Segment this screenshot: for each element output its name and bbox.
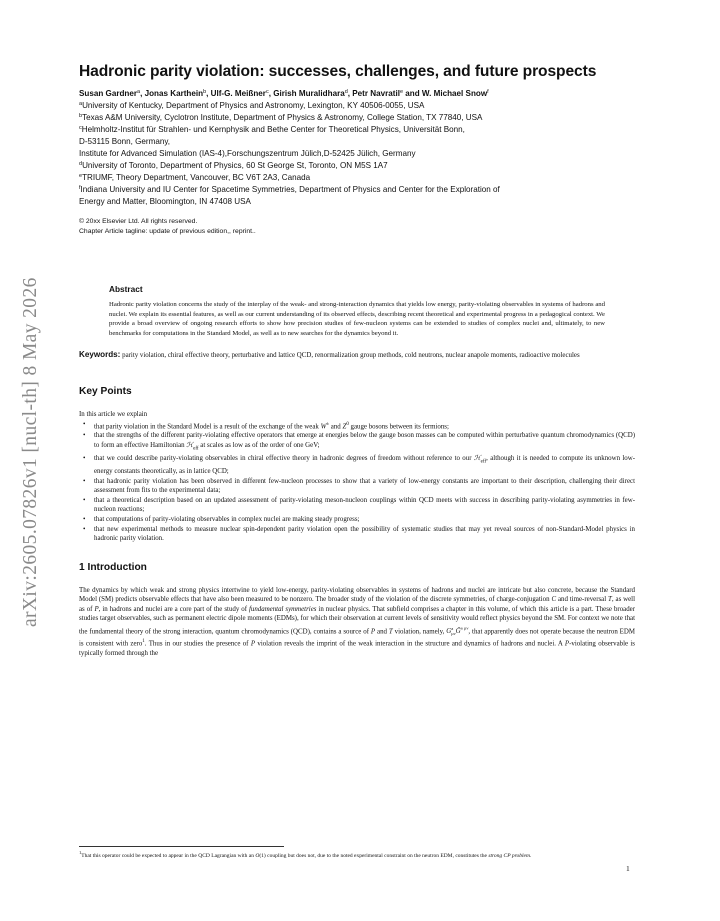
author: Susan Gardner$^a$, xyxy=(79,89,145,98)
gluon-operator: G a μν G̃$^{a \mu\nu}$ xyxy=(446,625,469,636)
affiliation: Energy and Matter, Bloomington, IN 47408 USA xyxy=(79,197,251,206)
abstract-section xyxy=(109,284,605,338)
abstract-text: Hadronic parity violation concerns the study of the interplay of the weak- and strong-interaction dynamics that yields low energy, parity-violating observables in systems of hadrons and nuclei. We explain its essential features, as well as our current understanding of its observed effects, describing recent theoretical and experimental progress in a pedagogical context. We provide a broad overview of ongoing research efforts to show how precision studies of few-nucleon systems can be extended to studies of complex nuclei and, ultimately, to new benchmarks for computations in the Standard Model, as well as to new searches for the dynamics beyond it. xyxy=(109,301,605,337)
paper-page xyxy=(79,62,635,658)
key-point-item: • that a theoretical description based on an updated assessment of parity-violating meson-nucleon couplings within QCD meets with success in describing parity-violating asymmetries in few-nucleon reactions; xyxy=(83,496,635,514)
affiliation: $^e$TRIUMF, Theory Department, Vancouver, BC V6T 2A3, Canada xyxy=(79,173,311,182)
bullet-icon: • xyxy=(83,455,86,463)
key-point-item: • that new experimental methods to measure nuclear spin-dependent parity violation open the possibility of systematic studies that may yet reveal sources of non-Standard-Model physics in hadronic parity violation. xyxy=(83,525,635,543)
footnote: $^1$That this operator could be expected to appear in the QCD Lagrangian with an O(1) coupling but does not, due to the noted experimental constraint on the neutron EDM, constitutes the strong CP problem. xyxy=(79,850,532,859)
chapter-tagline: Chapter Article tagline: update of previous edition,, reprint.. xyxy=(79,228,256,235)
affiliation: $^c$Helmholtz-Institut für Strahlen- und Kernphysik and Bethe Center for Theoretical Physics, Universität Bonn, xyxy=(79,125,465,134)
key-points-intro: In this article we explain xyxy=(79,410,148,418)
author: Jonas Karthein$^b$, xyxy=(144,89,211,98)
copyright-notice: © 20xx Elsevier Ltd. All rights reserved. xyxy=(79,218,198,225)
affiliation: D-53115 Bonn, Germany, xyxy=(79,137,171,146)
footnote-divider xyxy=(79,846,284,847)
bullet-icon: • xyxy=(83,525,86,533)
copyright-block xyxy=(79,217,635,237)
bullet-icon: • xyxy=(83,420,86,428)
affiliation: $^a$University of Kentucky, Department of Physics and Astronomy, Lexington, KY 40506-0055, USA xyxy=(79,101,425,110)
bullet-icon: • xyxy=(83,496,86,504)
affiliation: $^b$Texas A&M University, Cyclotron Institute, Department of Physics & Astronomy, College Station, TX 77840, USA xyxy=(79,113,483,122)
author: Girish Muralidhara$^d$, xyxy=(273,89,353,98)
key-point-item: • that the strengths of the different parity-violating effective operators that emerge at energies below the gauge boson masses can be computed within perturbative quantum chromodynamics (QCD) to form an effective Hamiltonian ℋ$_{eff}$ at scales as low as of the order of one GeV; xyxy=(83,432,635,452)
key-points-heading: Key Points xyxy=(79,385,132,397)
key-point-item: • that computations of parity-violating observables in complex nuclei are making steady progress; xyxy=(83,515,360,523)
arxiv-side-label: arXiv:2605.07826v1 [nucl-th] 8 May 2026 xyxy=(20,277,41,628)
affiliation: $^d$University of Toronto, Department of Physics, 60 St George St, Toronto, ON M5S 1A7 xyxy=(79,161,388,170)
key-point-item: • that we could describe parity-violating observables in chiral effective theory in hadronic degrees of freedom without reference to our ℋ$_{eff}$, although it is needed to compute its unknown low-energy constants theoretically, as in lattice QCD; xyxy=(83,455,635,475)
key-points-list xyxy=(79,420,635,544)
bullet-icon: • xyxy=(83,515,86,523)
keywords-text: parity violation, chiral effective theory, perturbative and lattice QCD, renormalization group methods, cold neutrons, nuclear anapole moments, radioactive molecules xyxy=(122,352,580,360)
affiliation: $^f$Indiana University and IU Center for Spacetime Symmetries, Department of Physics and Center for the Exploration of xyxy=(79,185,500,194)
introduction-paragraph: The dynamics by which weak and strong physics intertwine to yield low-energy, parity-violating observables in systems of hadrons and nuclei are intricate but also concrete, because the Standard Model (SM) predicts observable effects that have also been measured to be nonzero. The broader study of the violation of the discrete symmetries, of charge-conjugation C and time-reversal T, as well as of P, in hadrons and nuclei are a core part of the study of fundamental symmetries in nuclear physics. That subfield comprises a chapter in this volume, of which this article is a part. These broader studies target observables, such as permanent electric dipole moments (EDMs), for which their observation at current levels of sensitivity would reflect physics beyond the SM. For context we note that the fundamental theory of the strong interaction, quantum chromodynamics (QCD), contains a source of P and T violation, namely, G a μν G̃$^{a \mu\nu}$, that apparently does not operate because the neutron EDM is consistent with zero$^1$. Thus in our studies the presence of P violation reveals the imprint of the weak interaction in the structure and dynamics of hadrons and nuclei. A P-violating observable is typically formed through the xyxy=(79,586,635,657)
abstract-heading: Abstract xyxy=(109,284,143,294)
bullet-icon: • xyxy=(83,477,86,485)
footnote-ref[interactable]: 1 xyxy=(142,638,145,644)
affiliation: Institute for Advanced Simulation (IAS-4),Forschungszentrum Jülich,D-52425 Jülich, Germany xyxy=(79,149,416,158)
keywords-section xyxy=(79,350,635,361)
introduction-heading: 1 Introduction xyxy=(79,561,147,573)
page-number: 1 xyxy=(626,864,630,873)
key-point-item: • that parity violation in the Standard Model is a result of the exchange of the weak W± and $Z^0$ gauge bosons between its fermions; xyxy=(83,420,449,430)
paper-title: Hadronic parity violation: successes, challenges, and future prospects xyxy=(79,63,597,80)
key-point-item: • that hadronic parity violation has been observed in different few-nucleon processes to show that a variety of low-energy constants are important to their description, challenging their direct assessment from fits to the experimental data; xyxy=(83,477,635,495)
author: W. Michael Snow$^f$ xyxy=(421,89,489,98)
author-list xyxy=(79,87,635,99)
author: Ulf-G. Meißner$^c$, xyxy=(210,89,274,98)
bullet-icon: • xyxy=(83,432,86,440)
affiliation-list xyxy=(79,99,635,207)
author: Petr Navratil$^e$ and xyxy=(352,89,422,98)
keywords-label: Keywords: xyxy=(79,350,121,360)
